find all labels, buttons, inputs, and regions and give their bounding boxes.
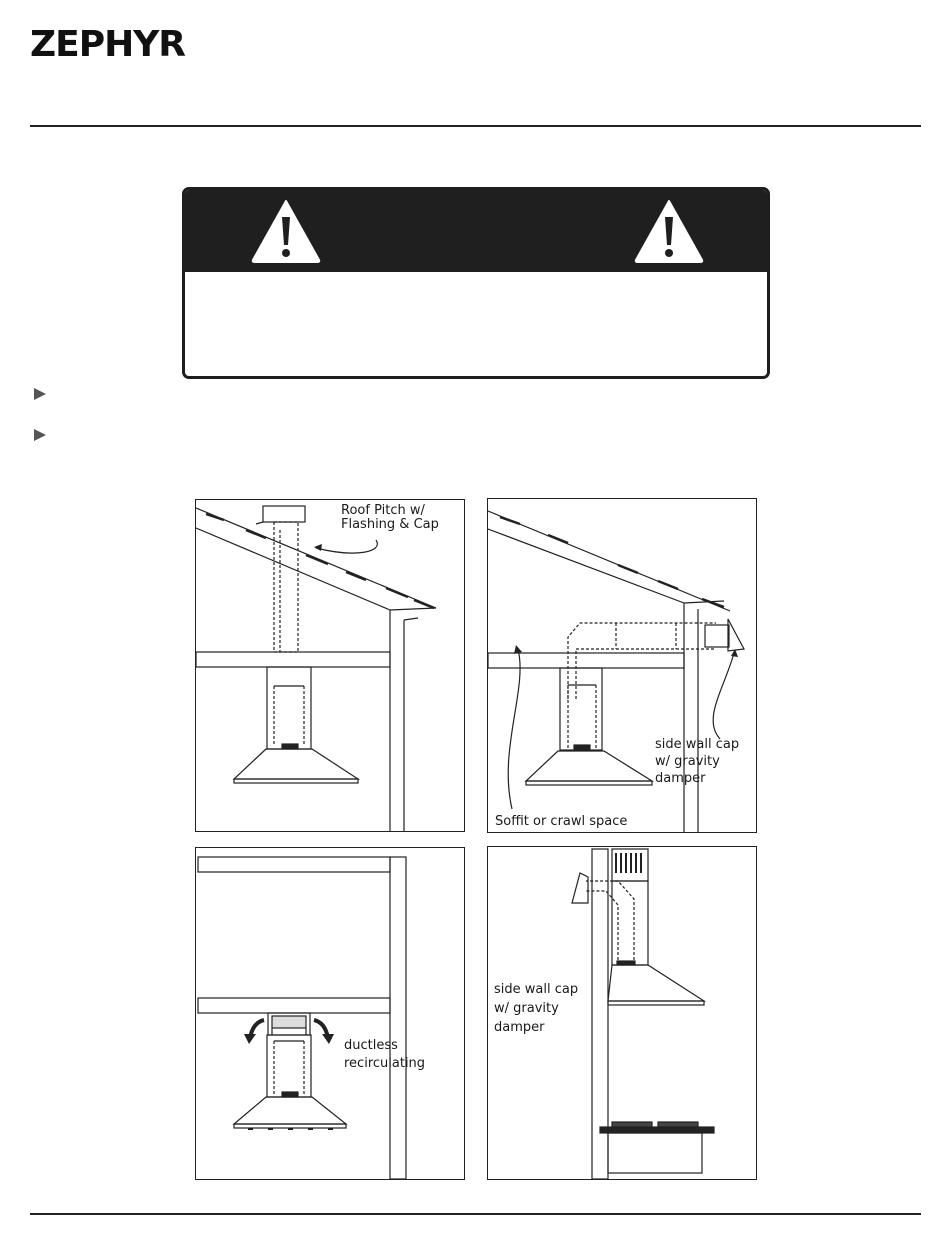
- soffit-cap-label-line2: w/ gravity: [655, 754, 720, 769]
- warning-box: [182, 187, 770, 379]
- bullet-arrow-icon: [33, 387, 47, 401]
- sidewall-cap-label-line1: side wall cap: [494, 982, 579, 997]
- soffit-venting-diagram: [487, 498, 757, 833]
- roof-pitch-label-line2: Flashing & Cap: [341, 517, 439, 532]
- bullet-arrow-icon: [33, 428, 47, 442]
- warning-header: [185, 190, 767, 272]
- ductless-label-line1: ductless: [344, 1038, 398, 1053]
- roof-venting-diagram: [195, 499, 465, 832]
- warning-triangle-icon: [250, 198, 322, 264]
- header-divider: [30, 125, 921, 127]
- soffit-label: Soffit or crawl space: [495, 814, 628, 829]
- zephyr-logo: ZEPHYR: [30, 24, 185, 65]
- side-wall-venting-diagram: [487, 846, 757, 1180]
- ductless-label-line2: recirculating: [344, 1056, 426, 1071]
- sidewall-cap-label-line3: damper: [494, 1020, 545, 1035]
- soffit-cap-label-line3: damper: [655, 771, 706, 786]
- sidewall-cap-label-line2: w/ gravity: [494, 1001, 559, 1016]
- roof-pitch-label-line1: Roof Pitch w/: [341, 503, 425, 518]
- footer-divider: [30, 1213, 921, 1215]
- soffit-cap-label-line1: side wall cap: [655, 737, 740, 752]
- ductless-recirculating-diagram: [195, 847, 465, 1180]
- warning-triangle-icon: [633, 198, 705, 264]
